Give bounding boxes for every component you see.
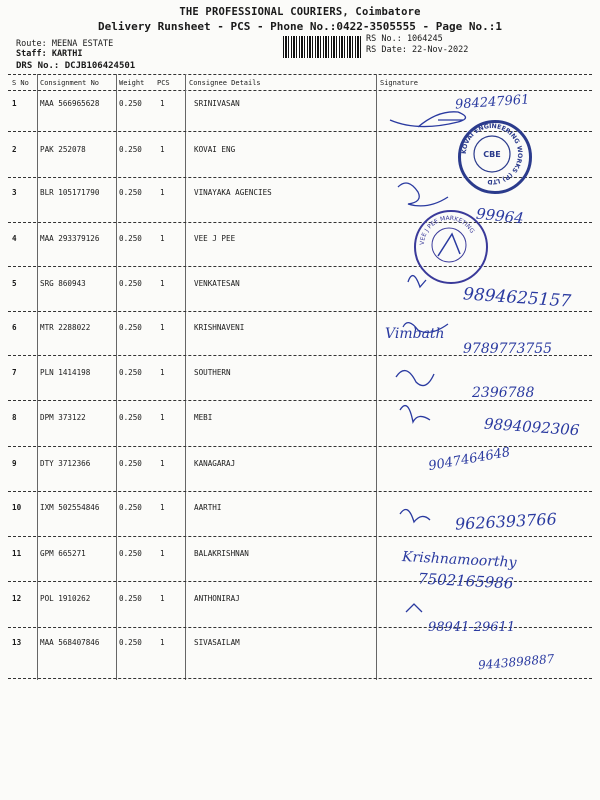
row-consignment-no: SRG 860943 <box>40 279 86 288</box>
row-pcs: 1 <box>160 503 165 512</box>
row-consignee: ANTHONIRAJ <box>194 594 240 603</box>
row-consignee: KRISHNAVENI <box>194 323 245 332</box>
row-pcs: 1 <box>160 368 165 377</box>
row-pcs: 1 <box>160 459 165 468</box>
signature-phone-6: 9789773755 <box>463 341 553 357</box>
signature-phone-13: 9443898887 <box>477 651 555 673</box>
table-header-rule <box>8 90 592 91</box>
signature-phone-12: 98941-29611 <box>428 620 516 635</box>
row-pcs: 1 <box>160 188 165 197</box>
row-consignment-no: DPM 373122 <box>40 413 86 422</box>
row-consignee: SOUTHERN <box>194 368 231 377</box>
col-header-consignment: Consignment No <box>40 79 100 87</box>
row-sno: 10 <box>12 503 22 512</box>
row-sno: 7 <box>12 368 17 377</box>
row-consignment-no: MAA 566965628 <box>40 99 100 108</box>
signature-phone-10: 9626393766 <box>454 509 558 534</box>
row-pcs: 1 <box>160 145 165 154</box>
row-sno: 1 <box>12 99 17 108</box>
row-sno: 8 <box>12 413 17 422</box>
row-consignment-no: IXM 502554846 <box>40 503 100 512</box>
row-consignee: BALAKRISHNAN <box>194 549 249 558</box>
signature-phone-8: 9894092306 <box>483 414 580 440</box>
svg-text:CBE: CBE <box>483 150 501 159</box>
signature-phone-9: 9047464648 <box>427 444 512 475</box>
row-weight: 0.250 <box>119 188 142 197</box>
rs-number: RS No.: 1064245 <box>366 34 443 44</box>
row-weight: 0.250 <box>119 549 142 558</box>
row-weight: 0.250 <box>119 594 142 603</box>
row-weight: 0.250 <box>119 99 142 108</box>
signature-phone-5: 9894625157 <box>462 284 572 312</box>
row-weight: 0.250 <box>119 368 142 377</box>
signature-phone-4: 99964 <box>475 204 525 228</box>
runsheet-subtitle: Delivery Runsheet - PCS - Phone No.:0422-3505555 - Page No.:1 <box>98 20 502 33</box>
column-divider <box>376 74 377 680</box>
row-consignee: SRINIVASAN <box>194 99 240 108</box>
row-sno: 9 <box>12 459 17 468</box>
row-consignee: KOVAI ENG <box>194 145 236 154</box>
barcode-image <box>283 36 361 58</box>
row-sno: 3 <box>12 188 17 197</box>
row-consignment-no: POL 1910262 <box>40 594 91 603</box>
row-pcs: 1 <box>160 594 165 603</box>
col-header-weight: Weight <box>119 79 145 87</box>
row-consignment-no: MTR 2288022 <box>40 323 91 332</box>
rs-date: RS Date: 22-Nov-2022 <box>366 45 469 55</box>
row-consignment-no: DTY 3712366 <box>40 459 91 468</box>
row-pcs: 1 <box>160 549 165 558</box>
row-pcs: 1 <box>160 638 165 647</box>
row-pcs: 1 <box>160 413 165 422</box>
row-weight: 0.250 <box>119 503 142 512</box>
row-consignee: VENKATESAN <box>194 279 240 288</box>
row-pcs: 1 <box>160 99 165 108</box>
row-consignment-no: PLN 1414198 <box>40 368 91 377</box>
column-divider <box>116 74 117 680</box>
row-consignment-no: BLR 105171790 <box>40 188 100 197</box>
row-sno: 11 <box>12 549 22 558</box>
row-weight: 0.250 <box>119 145 142 154</box>
row-consignee: KANAGARAJ <box>194 459 236 468</box>
row-consignee: VINAYAKA AGENCIES <box>194 188 272 197</box>
signature-name-6: Vimbath <box>385 326 445 342</box>
row-weight: 0.250 <box>119 638 142 647</box>
svg-text:VEE J PEE MARKETING: VEE J PEE MARKETING <box>418 214 476 246</box>
row-sno: 12 <box>12 594 22 603</box>
row-consignment-no: GPM 665271 <box>40 549 86 558</box>
table-top-rule <box>8 74 592 75</box>
signature-phone-1: 984247961 <box>454 92 530 113</box>
row-pcs: 1 <box>160 234 165 243</box>
drs-number: DRS No.: DCJB106424501 <box>16 61 136 71</box>
row-weight: 0.250 <box>119 413 142 422</box>
row-consignee: SIVASAILAM <box>194 638 240 647</box>
column-divider <box>185 74 186 680</box>
route-label: Route: MEENA ESTATE <box>16 39 114 49</box>
row-pcs: 1 <box>160 279 165 288</box>
signature-name-11: Krishnamoorthy <box>401 549 517 571</box>
row-sno: 2 <box>12 145 17 154</box>
staff-label: Staff: KARTHI <box>16 49 83 59</box>
row-weight: 0.250 <box>119 323 142 332</box>
col-header-signature: Signature <box>380 79 418 87</box>
column-divider <box>37 74 38 680</box>
col-header-sno: S No <box>12 79 29 87</box>
row-weight: 0.250 <box>119 459 142 468</box>
svg-text:KOVAI ENGINEERING WORKS (P) LT: KOVAI ENGINEERING WORKS (P) LTD <box>460 122 524 186</box>
row-weight: 0.250 <box>119 279 142 288</box>
row-consignee: AARTHI <box>194 503 222 512</box>
company-title: THE PROFESSIONAL COURIERS, Coimbatore <box>179 6 421 18</box>
row-weight: 0.250 <box>119 234 142 243</box>
row-sno: 13 <box>12 638 22 647</box>
row-consignment-no: PAK 252078 <box>40 145 86 154</box>
row-consignment-no: MAA 293379126 <box>40 234 100 243</box>
row-consignee: MEBI <box>194 413 213 422</box>
row-sno: 5 <box>12 279 17 288</box>
signature-phone-11: 7502165986 <box>417 569 514 593</box>
row-consignee: VEE J PEE <box>194 234 236 243</box>
row-sno: 6 <box>12 323 17 332</box>
col-header-pcs: PCS <box>157 79 170 87</box>
signature-phone-7: 2396788 <box>472 385 535 401</box>
col-header-consignee: Consignee Details <box>189 79 261 87</box>
row-pcs: 1 <box>160 323 165 332</box>
row-consignment-no: MAA 568407846 <box>40 638 100 647</box>
row-sno: 4 <box>12 234 17 243</box>
